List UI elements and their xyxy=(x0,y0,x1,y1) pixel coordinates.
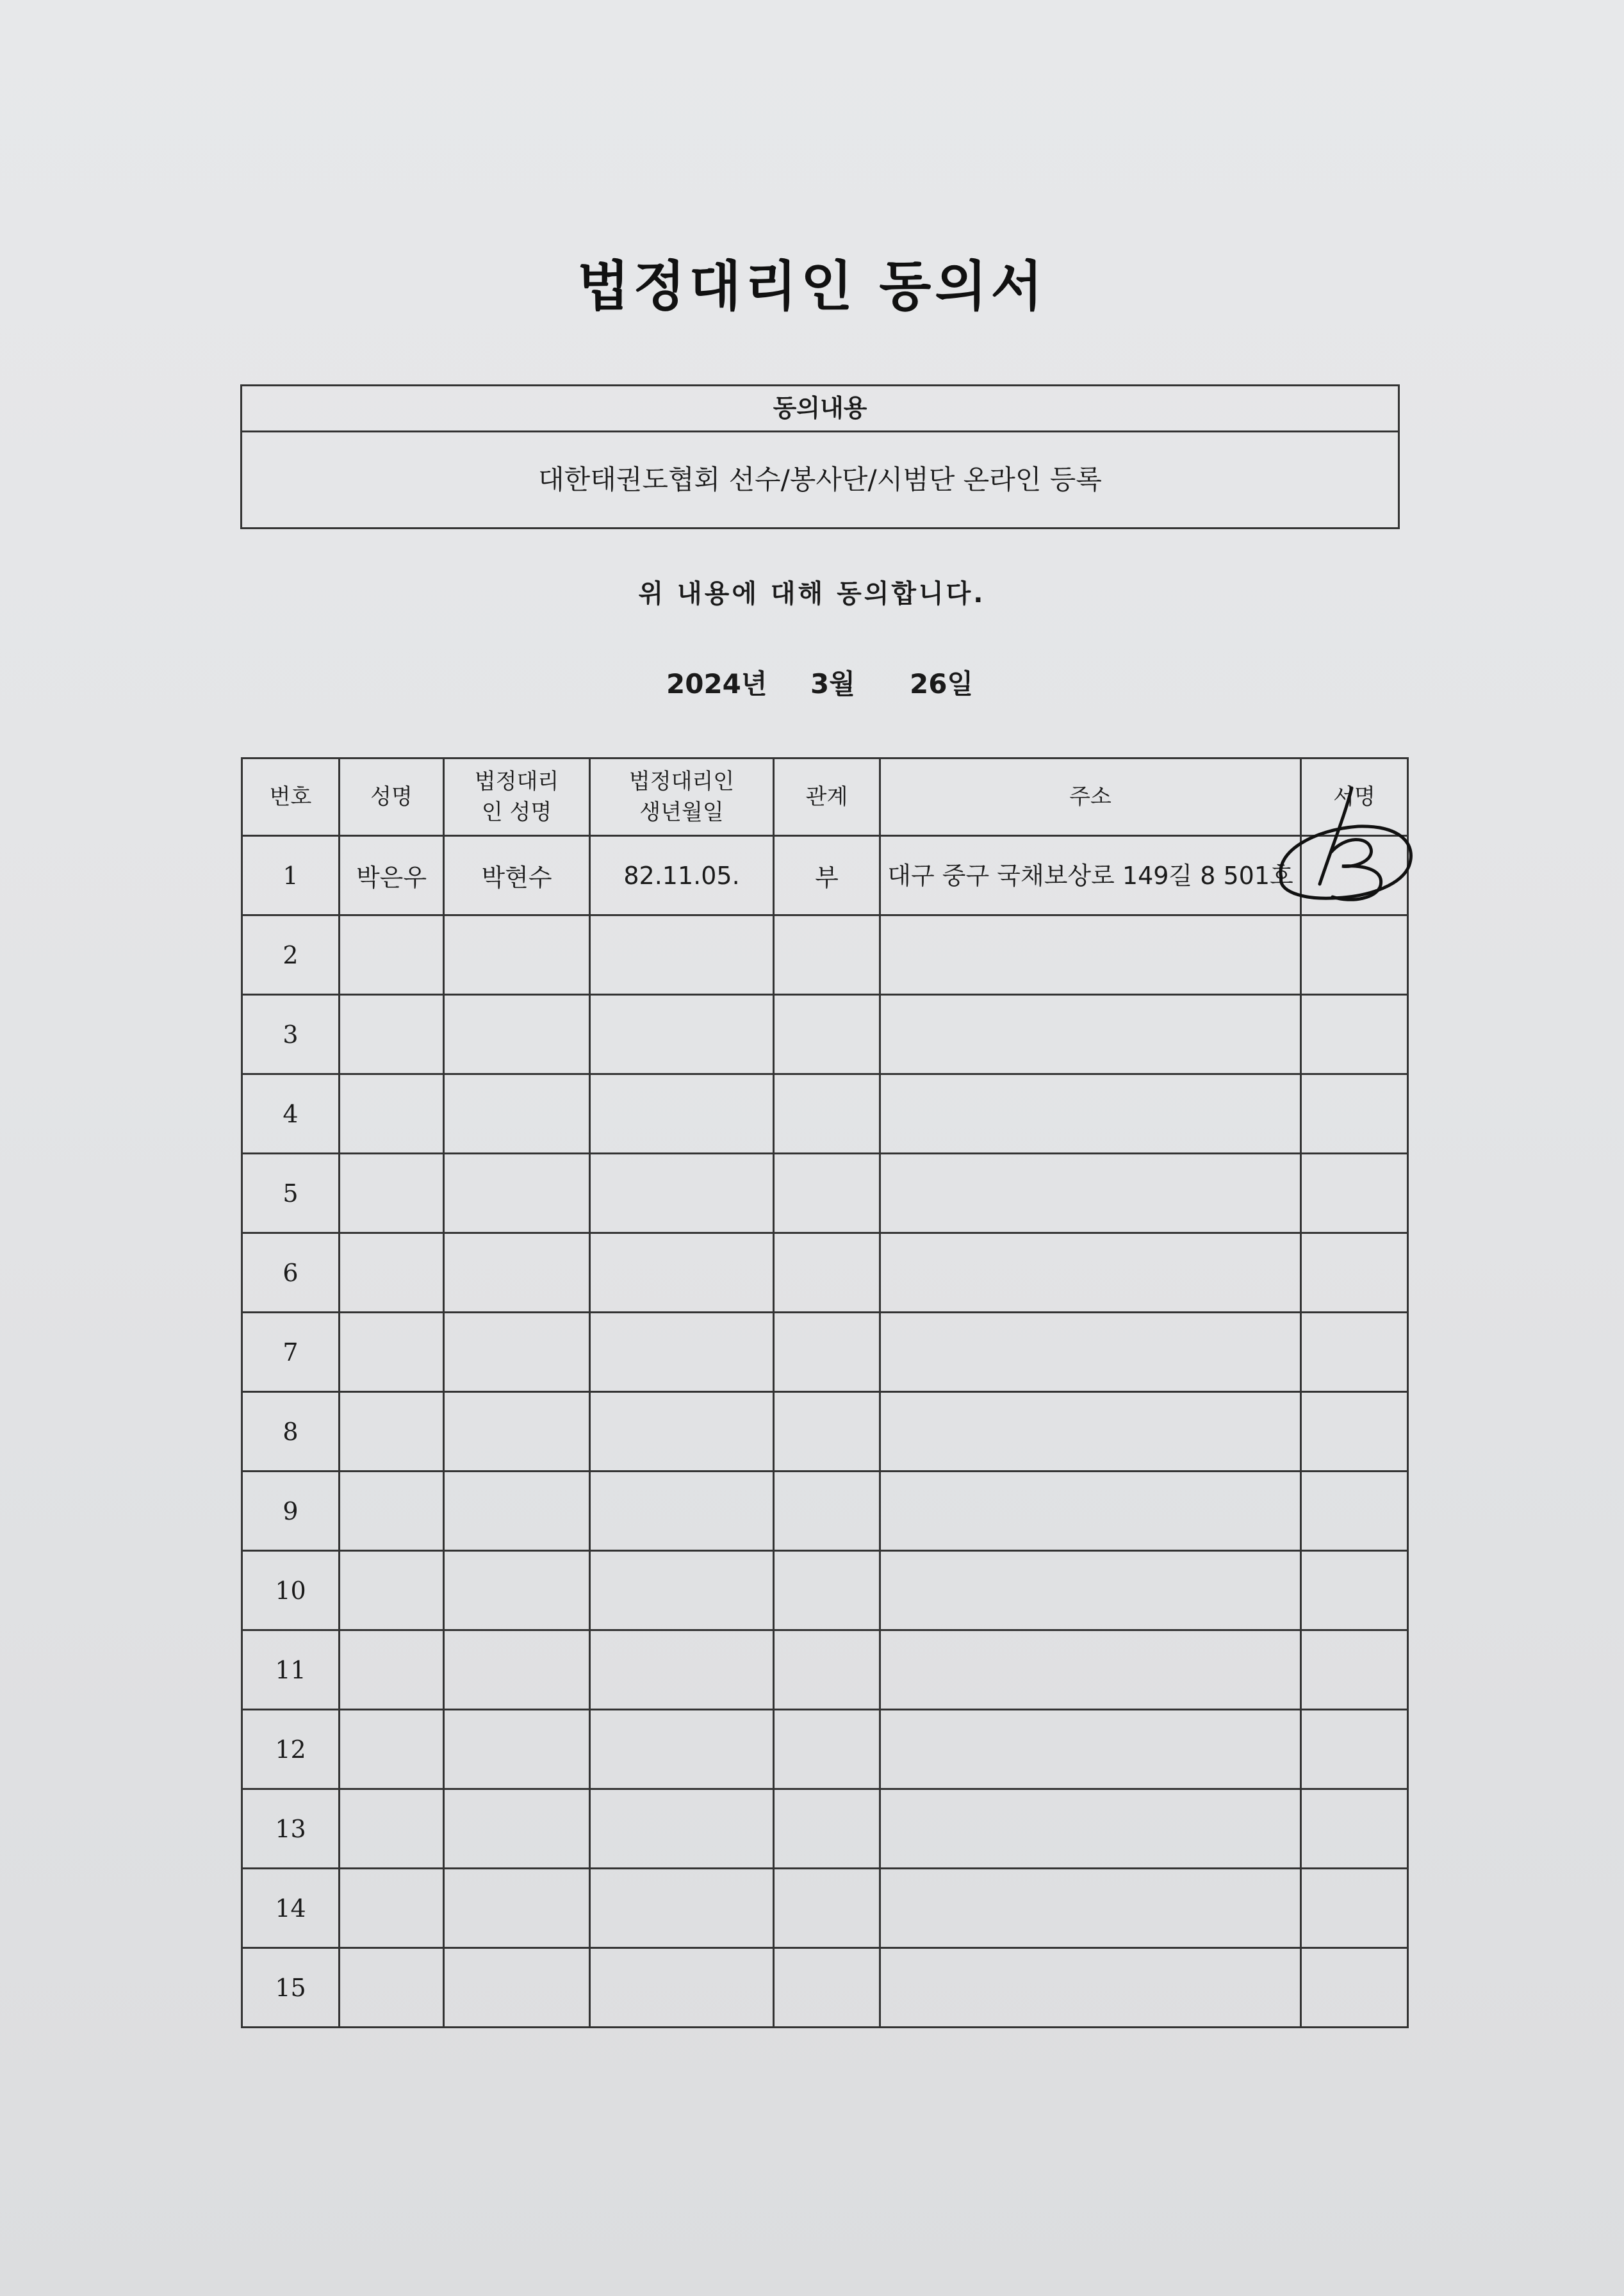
row-number: 6 xyxy=(242,1233,340,1313)
participant-name xyxy=(340,995,444,1074)
table-header-row xyxy=(242,758,1408,836)
guardian-name xyxy=(444,995,590,1074)
date-year: 2024년 xyxy=(666,668,767,700)
relation xyxy=(774,1630,880,1710)
relation xyxy=(774,1472,880,1551)
guardian-birthdate xyxy=(590,1869,774,1948)
relation: 부 xyxy=(774,836,880,915)
participant-name xyxy=(340,1710,444,1789)
document-title: 법정대리인 동의서 xyxy=(577,254,1047,318)
column-header-guardian-birth xyxy=(590,758,774,836)
column-header-address: 주소 xyxy=(880,758,1301,836)
address xyxy=(880,1154,1301,1233)
guardian-name xyxy=(444,1233,590,1313)
table-row xyxy=(242,1472,1408,1551)
address xyxy=(880,915,1301,995)
column-header-guardian-birth-label: 법정대리인 생년월일 xyxy=(628,769,735,825)
relation xyxy=(774,1789,880,1869)
relation xyxy=(774,995,880,1074)
date-day: 26일 xyxy=(910,668,974,700)
relation xyxy=(774,915,880,995)
row-number: 3 xyxy=(242,995,340,1074)
row-number: 5 xyxy=(242,1154,340,1233)
table-row xyxy=(242,995,1408,1074)
row-number: 15 xyxy=(242,1948,340,2028)
column-header-guardian-name xyxy=(444,758,590,836)
table-row xyxy=(242,1948,1408,2028)
guardian-birthdate xyxy=(590,915,774,995)
guardian-name xyxy=(444,1313,590,1392)
column-header-guardian-name-label: 법정대리인 성명 xyxy=(474,769,559,825)
row-number: 13 xyxy=(242,1789,340,1869)
row-number: 2 xyxy=(242,915,340,995)
signature-cell xyxy=(1301,1710,1408,1789)
table-row xyxy=(242,1630,1408,1710)
relation xyxy=(774,1948,880,2028)
signature-cell xyxy=(1301,1154,1408,1233)
row-number: 11 xyxy=(242,1630,340,1710)
participant-name xyxy=(340,1948,444,2028)
row-number: 8 xyxy=(242,1392,340,1472)
guardian-birthdate xyxy=(590,1710,774,1789)
guardian-name xyxy=(444,1869,590,1948)
guardian-name xyxy=(444,1789,590,1869)
address xyxy=(880,1869,1301,1948)
relation xyxy=(774,1154,880,1233)
guardian-registration-table xyxy=(241,757,1409,2028)
relation xyxy=(774,1233,880,1313)
guardian-birthdate xyxy=(590,1630,774,1710)
table-row xyxy=(242,1551,1408,1630)
signature-cell xyxy=(1301,1233,1408,1313)
row-number: 9 xyxy=(242,1472,340,1551)
address xyxy=(880,1630,1301,1710)
participant-name xyxy=(340,1869,444,1948)
row-number: 7 xyxy=(242,1313,340,1392)
guardian-birthdate: 82.11.05. xyxy=(590,836,774,915)
relation xyxy=(774,1869,880,1948)
guardian-birthdate xyxy=(590,1948,774,2028)
signature-cell xyxy=(1301,1313,1408,1392)
table-row xyxy=(242,1074,1408,1154)
guardian-birthdate xyxy=(590,1313,774,1392)
table-body xyxy=(242,836,1408,2028)
guardian-name xyxy=(444,1154,590,1233)
address xyxy=(880,1948,1301,2028)
guardian-name xyxy=(444,915,590,995)
signature-cell xyxy=(1301,1551,1408,1630)
address xyxy=(880,1313,1301,1392)
guardian-name xyxy=(444,1074,590,1154)
signature-cell xyxy=(1301,1789,1408,1869)
address: 대구 중구 국채보상로 149길 8 501호 xyxy=(880,836,1301,915)
table-row xyxy=(242,1233,1408,1313)
address xyxy=(880,995,1301,1074)
participant-name xyxy=(340,1789,444,1869)
column-header-relation: 관계 xyxy=(774,758,880,836)
signature-cell xyxy=(1301,915,1408,995)
guardian-name xyxy=(444,1948,590,2028)
table-row xyxy=(242,1313,1408,1392)
table-row xyxy=(242,836,1408,915)
participant-name xyxy=(340,1551,444,1630)
address xyxy=(880,1789,1301,1869)
table-row xyxy=(242,1154,1408,1233)
consent-content-header: 동의내용 xyxy=(242,386,1398,432)
participant-name xyxy=(340,1392,444,1472)
guardian-birthdate xyxy=(590,1392,774,1472)
participant-name xyxy=(340,1074,444,1154)
consent-content-text: 대한태권도협회 선수/봉사단/시범단 온라인 등록 xyxy=(538,464,1102,495)
relation xyxy=(774,1392,880,1472)
guardian-birthdate xyxy=(590,995,774,1074)
signature-cell xyxy=(1301,1074,1408,1154)
relation xyxy=(774,1710,880,1789)
signature-cell xyxy=(1301,1472,1408,1551)
relation xyxy=(774,1313,880,1392)
address xyxy=(880,1710,1301,1789)
participant-name xyxy=(340,1630,444,1710)
address xyxy=(880,1392,1301,1472)
guardian-name: 박현수 xyxy=(444,836,590,915)
table-row xyxy=(242,1710,1408,1789)
guardian-name xyxy=(444,1472,590,1551)
relation xyxy=(774,1551,880,1630)
participant-name xyxy=(340,915,444,995)
relation xyxy=(774,1074,880,1154)
table-row xyxy=(242,1789,1408,1869)
row-number: 14 xyxy=(242,1869,340,1948)
participant-name xyxy=(340,1154,444,1233)
row-number: 4 xyxy=(242,1074,340,1154)
guardian-birthdate xyxy=(590,1154,774,1233)
signature-cell xyxy=(1301,1948,1408,2028)
guardian-birthdate xyxy=(590,1551,774,1630)
signature-cell xyxy=(1301,1630,1408,1710)
table-row xyxy=(242,1392,1408,1472)
row-number: 12 xyxy=(242,1710,340,1789)
column-header-name: 성명 xyxy=(340,758,444,836)
date-month: 3월 xyxy=(810,668,855,700)
signature-cell xyxy=(1301,1869,1408,1948)
address xyxy=(880,1074,1301,1154)
guardian-name xyxy=(444,1392,590,1472)
agreement-statement: 위 내용에 대해 동의합니다. xyxy=(638,579,986,609)
row-number: 10 xyxy=(242,1551,340,1630)
address xyxy=(880,1233,1301,1313)
guardian-name xyxy=(444,1710,590,1789)
address xyxy=(880,1472,1301,1551)
signature-cell xyxy=(1301,1392,1408,1472)
guardian-name xyxy=(444,1551,590,1630)
guardian-birthdate xyxy=(590,1233,774,1313)
guardian-birthdate xyxy=(590,1472,774,1551)
signature-cell xyxy=(1301,995,1408,1074)
consent-content-box xyxy=(240,384,1400,529)
row-number: 1 xyxy=(242,836,340,915)
guardian-birthdate xyxy=(590,1074,774,1154)
address xyxy=(880,1551,1301,1630)
participant-name xyxy=(340,1313,444,1392)
guardian-birthdate xyxy=(590,1789,774,1869)
column-header-signature: 서명 xyxy=(1301,758,1408,836)
table-row xyxy=(242,1869,1408,1948)
table-row xyxy=(242,915,1408,995)
guardian-name xyxy=(444,1630,590,1710)
column-header-number: 번호 xyxy=(242,758,340,836)
participant-name: 박은우 xyxy=(340,836,444,915)
signature-cell xyxy=(1301,836,1408,915)
participant-name xyxy=(340,1472,444,1551)
participant-name xyxy=(340,1233,444,1313)
